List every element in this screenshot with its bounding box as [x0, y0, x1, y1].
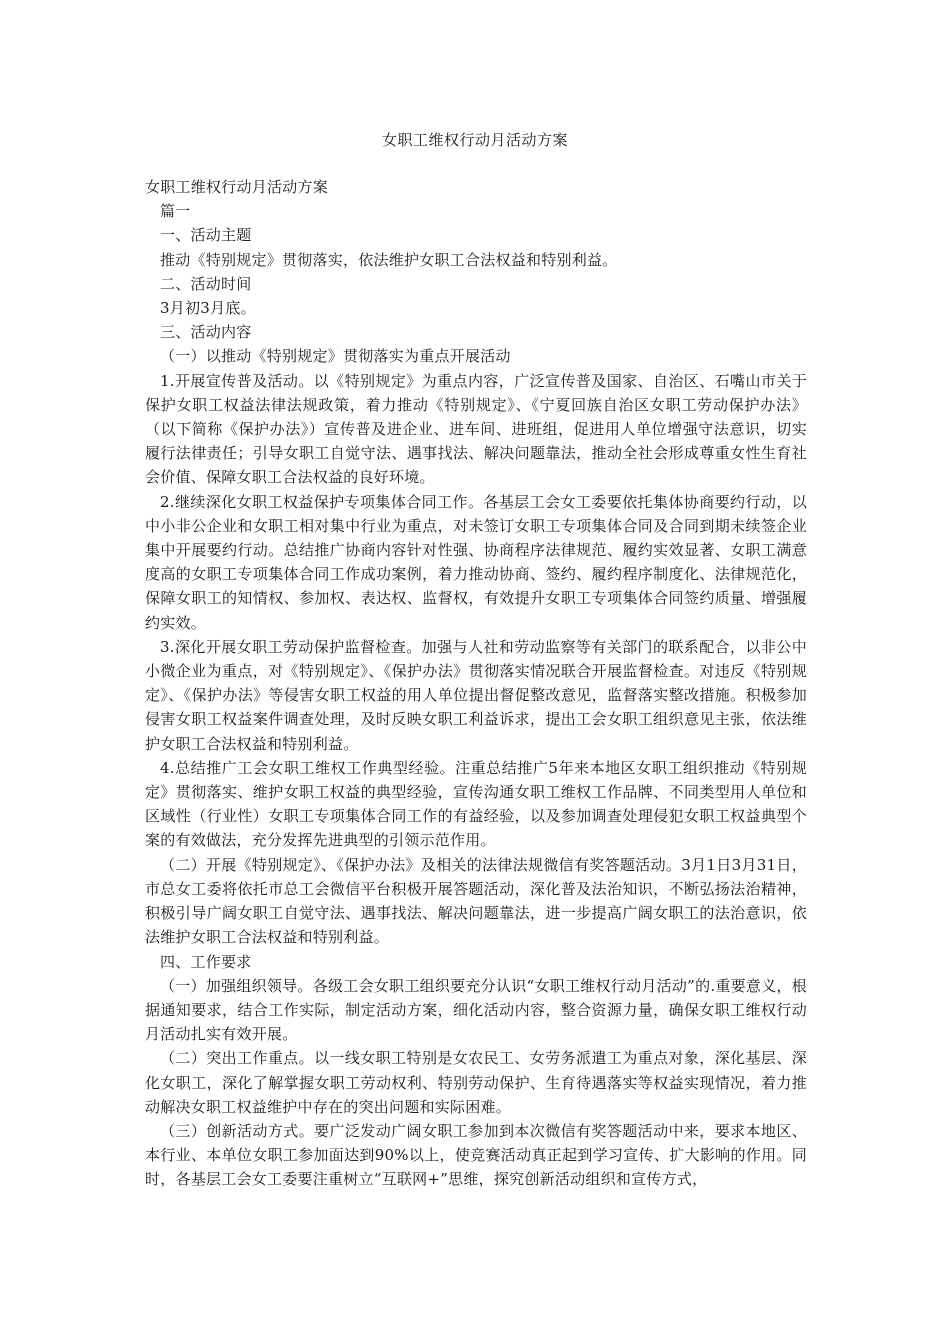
paragraph: 推动《特别规定》贯彻落实，依法维护女职工合法权益和特别利益。	[160, 250, 618, 269]
document-body	[145, 175, 807, 1192]
subsection-heading: （一）以推动《特别规定》贯彻落实为重点开展活动	[160, 347, 511, 366]
paragraph: （一）加强组织领导。各级工会女职工组织要充分认识“女职工维权行动月活动”的.重要意义，根据通知要求，结合工作实际，制定活动方案，细化活动内容，整合资源力量，确保女职工维权行动月活动扎实有效开展。	[145, 976, 807, 1044]
paragraph: （二）开展《特别规定》、《保护办法》及相关的法律法规微信有奖答题活动。3月1日3月31日，市总女工委将依托市总工会微信平台积极开展答题活动，深化普及法治知识，不断弘扬法治精神，积极引导广阔女职工自觉守法、遇事找法、解决问题靠法，进一步提高广阔女职工的法治意识，依法维护女职工合法权益和特别利益。	[145, 855, 807, 947]
paragraph: 2.继续深化女职工权益保护专项集体合同工作。各基层工会女工委要依托集体协商要约行动，以中小非公企业和女职工相对集中行业为重点，对未签订女职工专项集体合同及合同到期未续签企业集中开展要约行动。总结推广协商内容针对性强、协商程序法律规范、履约实效显著、女职工满意度高的女职工专项集体合同工作成功案例，着力推动协商、签约、履约程序制度化、法律规范化，保障女职工的知情权、参加权、表达权、监督权，有效提升女职工专项集体合同签约质量、增强履约实效。	[145, 492, 807, 632]
section-heading: 二、活动时间	[160, 274, 252, 293]
document-title: 女职工维权行动月活动方案	[381, 131, 568, 149]
paragraph: （三）创新活动方式。要广泛发动广阔女职工参加到本次微信有奖答题活动中来，要求本地区、本行业、本单位女职工参加面达到90%以上，使竞赛活动真正起到学习宣传、扩大影响的作用。同时，各基层工会女工委要注重树立“互联网+”思维，探究创新活动组织和宣传方式，	[145, 1121, 807, 1189]
section-label: 篇一	[160, 202, 191, 221]
paragraph: 1.开展宣传普及活动。以《特别规定》为重点内容，广泛宣传普及国家、自治区、石嘴山市关于保护女职工权益法律法规政策，着力推动《特别规定》、《宁夏回族自治区女职工劳动保护办法》（以下简称《保护办法》）宣传普及进企业、进车间、进班组，促进用人单位增强守法意识，切实履行法律责任；引导女职工自觉守法、遇事找法、解决问题靠法，推动全社会形成尊重女性生育社会价值、保障女职工合法权益的良好环境。	[145, 371, 807, 487]
paragraph: 3月初3月底。	[160, 299, 256, 318]
section-heading: 三、活动内容	[160, 323, 252, 342]
paragraph: 3.深化开展女职工劳动保护监督检查。加强与人社和劳动监察等有关部门的联系配合，以非公中小微企业为重点，对《特别规定》、《保护办法》贯彻落实情况联合开展监督检查。对违反《特别规定》、《保护办法》等侵害女职工权益的用人单位提出督促整改意见，监督落实整改措施。积极参加侵害女职工权益案件调查处理，及时反映女职工利益诉求，提出工会女职工组织意见主张，依法维护女职工合法权益和特别利益。	[145, 637, 807, 753]
paragraph: 4.总结推广工会女职工维权工作典型经验。注重总结推广5年来本地区女职工组织推动《特别规定》贯彻落实、维护女职工权益的典型经验，宣传沟通女职工维权工作品牌、不同类型用人单位和区域性（行业性）女职工专项集体合同工作的有益经验，以及参加调查处理侵犯女职工权益典型个案的有效做法，充分发挥先进典型的引领示范作用。	[145, 758, 807, 850]
section-heading: 一、活动主题	[160, 226, 252, 245]
paragraph: （二）突出工作重点。以一线女职工特别是女农民工、女劳务派遣工为重点对象，深化基层、深化女职工，深化了解掌握女职工劳动权利、特别劳动保护、生育待遇落实等权益实现情况，着力推动解决女职工权益维护中存在的突出问题和实际困难。	[145, 1049, 807, 1116]
section-heading: 四、工作要求	[160, 952, 252, 971]
body-heading: 女职工维权行动月活动方案	[145, 178, 329, 196]
